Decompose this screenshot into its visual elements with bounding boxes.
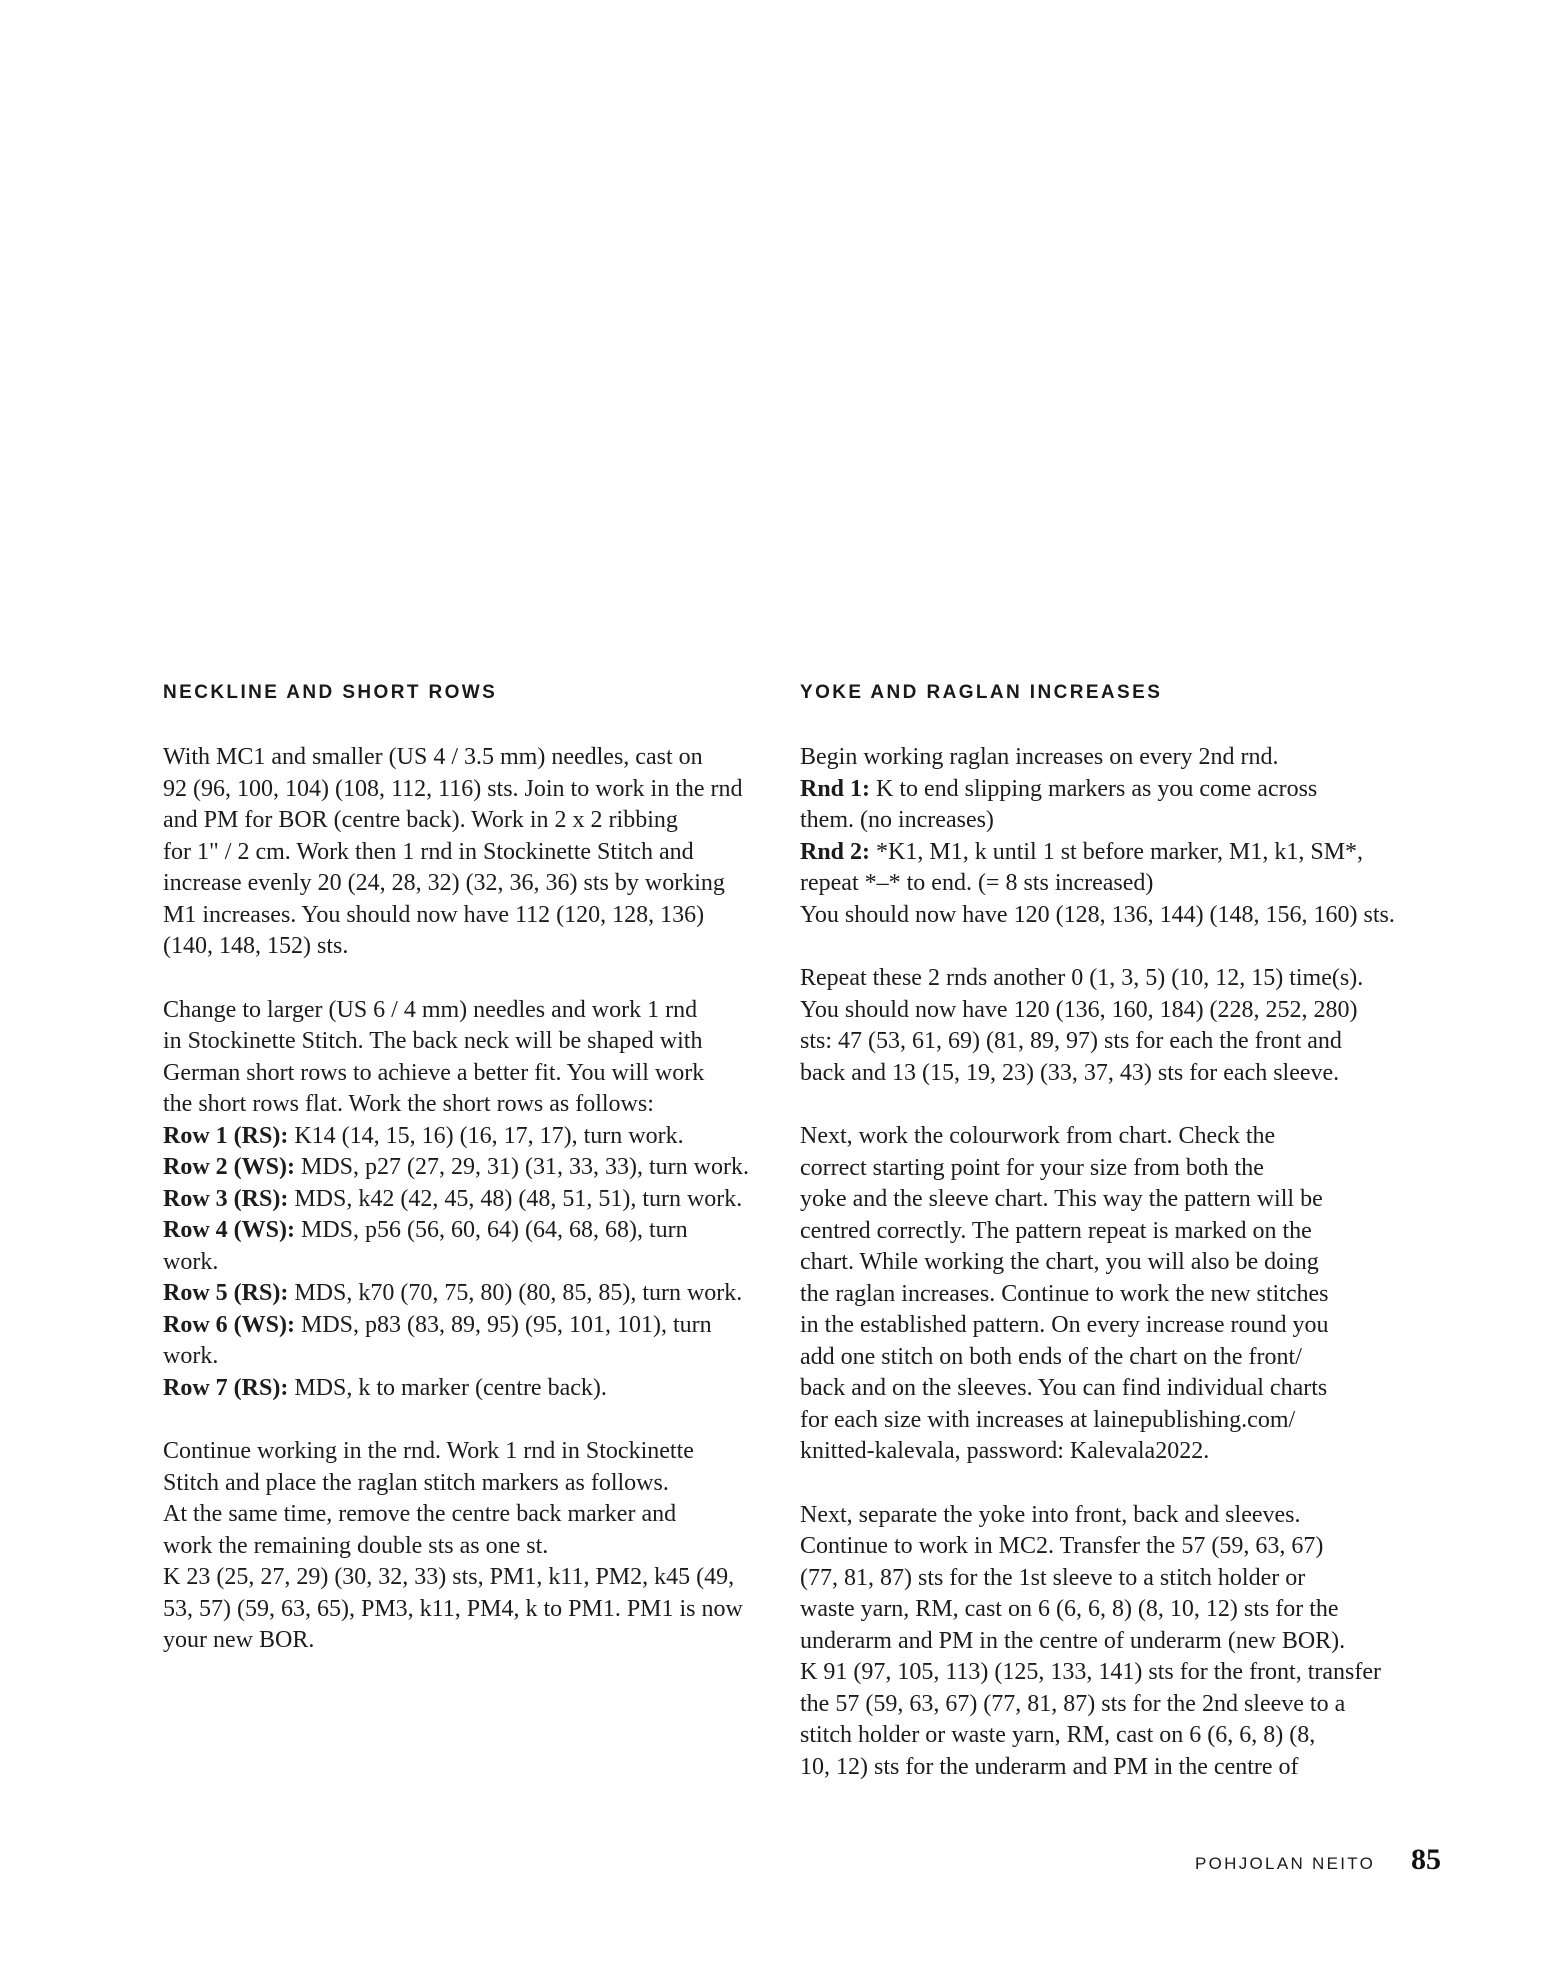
text-line: back and 13 (15, 19, 23) (33, 37, 43) sts for each sleeve. bbox=[800, 1059, 1340, 1086]
rnd-instruction-cont: them. (no increases) bbox=[800, 807, 994, 833]
row-label: Row 1 (RS): bbox=[163, 1122, 289, 1149]
short-rows-paragraph bbox=[163, 995, 763, 1405]
text-line: the 57 (59, 63, 67) (77, 81, 87) sts for the 2nd sleeve to a bbox=[800, 1690, 1346, 1717]
text-line: (140, 148, 152) sts. bbox=[163, 933, 349, 959]
neckline-paragraph-1 bbox=[163, 742, 763, 963]
row-label: Row 4 (WS): bbox=[163, 1217, 295, 1243]
text-line: the short rows flat. Work the short rows as follows: bbox=[163, 1091, 654, 1117]
row-text: MDS, k to marker (centre back). bbox=[288, 1374, 607, 1401]
text-line: in the established pattern. On every increase round you bbox=[800, 1312, 1329, 1338]
text-line: sts: 47 (53, 61, 69) (81, 89, 97) sts for each the front and bbox=[800, 1028, 1342, 1054]
text-line: German short rows to achieve a better fit. You will work bbox=[163, 1059, 705, 1086]
section-heading-neckline: NECKLINE AND SHORT ROWS bbox=[163, 682, 498, 703]
yoke-paragraph-3 bbox=[800, 1121, 1420, 1468]
row-instruction bbox=[163, 1184, 763, 1216]
row-instruction bbox=[163, 1373, 763, 1405]
rnd-label: Rnd 2: bbox=[800, 838, 871, 865]
text-line: work the remaining double sts as one st. bbox=[163, 1532, 549, 1559]
rnd-label: Rnd 1: bbox=[800, 775, 871, 802]
rnd-text: K to end slipping markers as you come across bbox=[870, 775, 1318, 802]
page-footer bbox=[1195, 1843, 1455, 1883]
text-line: Continue to work in MC2. Transfer the 57 (59, 63, 67) bbox=[800, 1533, 1324, 1559]
row-label: Row 7 (RS): bbox=[163, 1374, 289, 1401]
row-instruction bbox=[163, 1121, 763, 1153]
yoke-paragraph-1 bbox=[800, 742, 1420, 931]
text-line: You should now have 120 (136, 160, 184) (228, 252, 280) bbox=[800, 996, 1358, 1023]
row-instruction bbox=[163, 1310, 763, 1342]
rnd-instruction bbox=[800, 774, 1420, 806]
right-column bbox=[800, 680, 1420, 1815]
text-line: Begin working raglan increases on every 2nd rnd. bbox=[800, 744, 1279, 770]
text-line: the raglan increases. Continue to work the new stitches bbox=[800, 1280, 1329, 1307]
row-label: Row 3 (RS): bbox=[163, 1185, 289, 1212]
text-line: chart. While working the chart, you will also be doing bbox=[800, 1249, 1319, 1275]
text-line: K 91 (97, 105, 113) (125, 133, 141) sts for the front, transfer bbox=[800, 1659, 1382, 1685]
row-instruction bbox=[163, 1278, 763, 1310]
text-line: knitted-kalevala, password: Kalevala2022. bbox=[800, 1438, 1210, 1464]
row-label: Row 2 (WS): bbox=[163, 1154, 295, 1180]
row-instruction-cont: work. bbox=[163, 1248, 219, 1275]
left-column bbox=[163, 680, 763, 1689]
row-text: MDS, k70 (70, 75, 80) (80, 85, 85), turn work. bbox=[288, 1280, 743, 1306]
text-line: Change to larger (US 6 / 4 mm) needles and work 1 rnd bbox=[163, 996, 698, 1023]
text-line: You should now have 120 (128, 136, 144) (148, 156, 160) sts. bbox=[800, 901, 1395, 928]
text-line: Repeat these 2 rnds another 0 (1, 3, 5) (10, 12, 15) time(s). bbox=[800, 965, 1364, 991]
text-line: Continue working in the rnd. Work 1 rnd in Stockinette bbox=[163, 1438, 694, 1464]
text-line: Next, separate the yoke into front, back and sleeves. bbox=[800, 1501, 1301, 1528]
text-line: for each size with increases at lainepublishing.com/ bbox=[800, 1406, 1296, 1433]
text-line: and PM for BOR (centre back). Work in 2 x 2 ribbing bbox=[163, 807, 678, 833]
text-line: Stitch and place the raglan stitch markers as follows. bbox=[163, 1469, 669, 1496]
running-title: POHJOLAN NEITO bbox=[1195, 1854, 1376, 1873]
text-line: for 1" / 2 cm. Work then 1 rnd in Stockinette Stitch and bbox=[163, 838, 694, 865]
row-label: Row 6 (WS): bbox=[163, 1311, 295, 1338]
neckline-paragraph-3 bbox=[163, 1436, 763, 1657]
row-text: MDS, p56 (56, 60, 64) (64, 68, 68), turn bbox=[295, 1217, 688, 1243]
text-line: centred correctly. The pattern repeat is marked on the bbox=[800, 1217, 1312, 1244]
text-line: (77, 81, 87) sts for the 1st sleeve to a stitch holder or bbox=[800, 1564, 1306, 1591]
page-number: 85 bbox=[1411, 1843, 1441, 1876]
row-text: MDS, k42 (42, 45, 48) (48, 51, 51), turn work. bbox=[288, 1185, 743, 1212]
rnd-text: *K1, M1, k until 1 st before marker, M1, k1, SM*, bbox=[870, 838, 1364, 865]
text-line: back and on the sleeves. You can find individual charts bbox=[800, 1375, 1328, 1401]
text-line: 53, 57) (59, 63, 65), PM3, k11, PM4, k to PM1. PM1 is now bbox=[163, 1595, 743, 1622]
row-text: MDS, p83 (83, 89, 95) (95, 101, 101), turn bbox=[295, 1311, 712, 1338]
text-line: K 23 (25, 27, 29) (30, 32, 33) sts, PM1, k11, PM2, k45 (49, bbox=[163, 1564, 735, 1590]
text-line: 92 (96, 100, 104) (108, 112, 116) sts. Join to work in the rnd bbox=[163, 775, 743, 802]
row-instruction bbox=[163, 1152, 763, 1184]
text-line: yoke and the sleeve chart. This way the pattern will be bbox=[800, 1186, 1323, 1212]
text-line: At the same time, remove the centre back marker and bbox=[163, 1501, 677, 1527]
rnd-instruction bbox=[800, 837, 1420, 869]
yoke-paragraph-4 bbox=[800, 1500, 1420, 1784]
row-text: MDS, p27 (27, 29, 31) (31, 33, 33), turn work. bbox=[295, 1154, 749, 1180]
text-line: add one stitch on both ends of the chart on the front/ bbox=[800, 1343, 1302, 1370]
row-label: Row 5 (RS): bbox=[163, 1280, 289, 1306]
text-line: With MC1 and smaller (US 4 / 3.5 mm) needles, cast on bbox=[163, 744, 703, 770]
text-line: increase evenly 20 (24, 28, 32) (32, 36, 36) sts by working bbox=[163, 870, 725, 896]
text-line: your new BOR. bbox=[163, 1627, 315, 1653]
text-line: correct starting point for your size from both the bbox=[800, 1154, 1264, 1181]
row-instruction-cont: work. bbox=[163, 1343, 219, 1369]
text-line: waste yarn, RM, cast on 6 (6, 6, 8) (8, 10, 12) sts for the bbox=[800, 1596, 1339, 1622]
text-line: 10, 12) sts for the underarm and PM in the centre of bbox=[800, 1753, 1299, 1780]
text-line: stitch holder or waste yarn, RM, cast on 6 (6, 6, 8) (8, bbox=[800, 1722, 1316, 1748]
text-line: M1 increases. You should now have 112 (120, 128, 136) bbox=[163, 901, 705, 928]
text-line: underarm and PM in the centre of underarm (new BOR). bbox=[800, 1627, 1346, 1654]
section-heading-yoke: YOKE AND RAGLAN INCREASES bbox=[800, 682, 1163, 703]
text-line: in Stockinette Stitch. The back neck will be shaped with bbox=[163, 1028, 703, 1054]
yoke-paragraph-2 bbox=[800, 963, 1420, 1089]
row-text: K14 (14, 15, 16) (16, 17, 17), turn work. bbox=[288, 1122, 684, 1149]
row-instruction bbox=[163, 1215, 763, 1247]
text-line: Next, work the colourwork from chart. Check the bbox=[800, 1123, 1276, 1149]
rnd-instruction-cont: repeat *–* to end. (= 8 sts increased) bbox=[800, 870, 1154, 896]
